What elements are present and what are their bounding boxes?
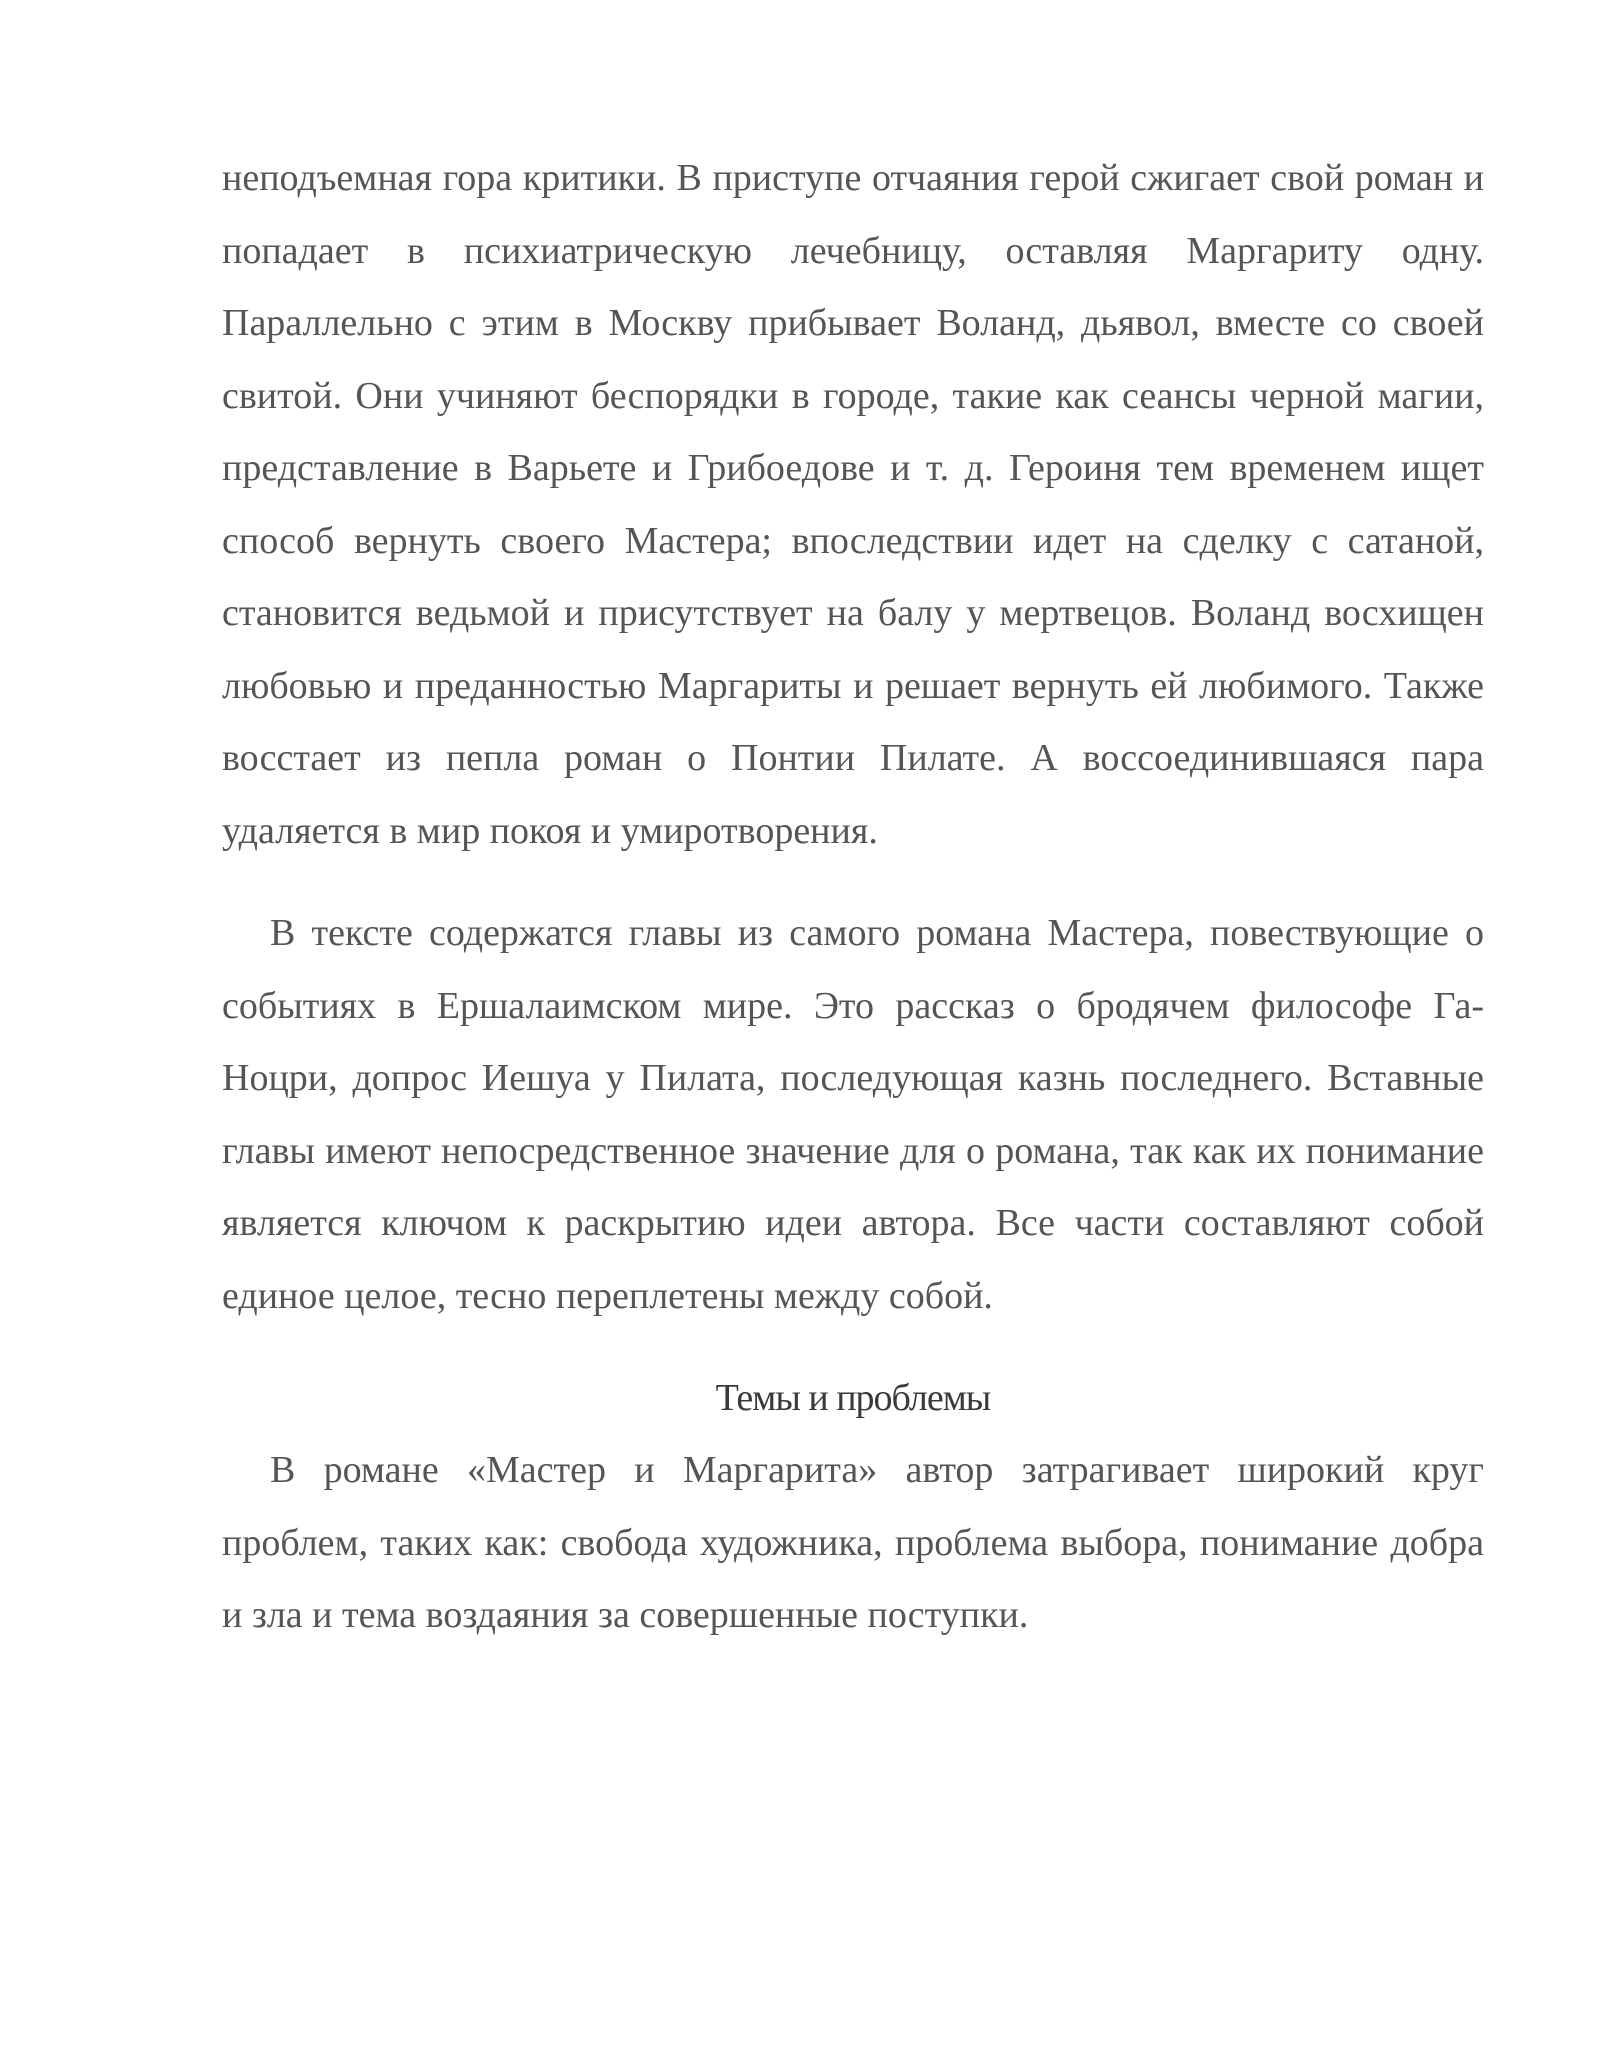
paragraph-spacing	[222, 1332, 1484, 1362]
paragraph-inserted-chapters: В тексте содержатся главы из самого романа Мастера, повествующие о событиях в Ершалаимском мире. Это рассказ о бродячем философе Га-Ноцри, допрос Иешуа у Пилата, последующая казнь последнего. Вставные главы имеют непосредственное значение для о романа, так как их понимание является ключом к раскрытию идеи автора. Все части составляют собой единое целое, тесно переплетены между собой.	[222, 912, 1484, 1317]
paragraph-spacing	[222, 867, 1484, 897]
document-body	[222, 142, 1484, 1652]
paragraph-plot-summary: неподъемная гора критики. В приступе отчаяния герой сжигает свой роман и попадает в психиатрическую лечебницу, оставляя Маргариту одну. Параллельно с этим в Москву прибывает Воланд, дьявол, вместе со своей свитой. Они учиняют беспорядки в городе, такие как сеансы черной магии, представление в Варьете и Грибоедове и т. д. Героиня тем временем ищет способ вернуть своего Мастера; впоследствии идет на сделку с сатаной, становится ведьмой и присутствует на балу у мертвецов. Воланд восхищен любовью и преданностью Маргариты и решает вернуть ей любимого. Также восстает из пепла роман о Понтии Пилате. А воссоединившаяся пара удаляется в мир покоя и умиротворения.	[222, 157, 1484, 852]
paragraph-themes: В романе «Мастер и Маргарита» автор затрагивает широкий круг проблем, таких как: свобода художника, проблема выбора, понимание добра и зла и тема воздаяния за совершенные поступки.	[222, 1449, 1484, 1636]
section-heading: Темы и проблемы	[715, 1377, 991, 1419]
